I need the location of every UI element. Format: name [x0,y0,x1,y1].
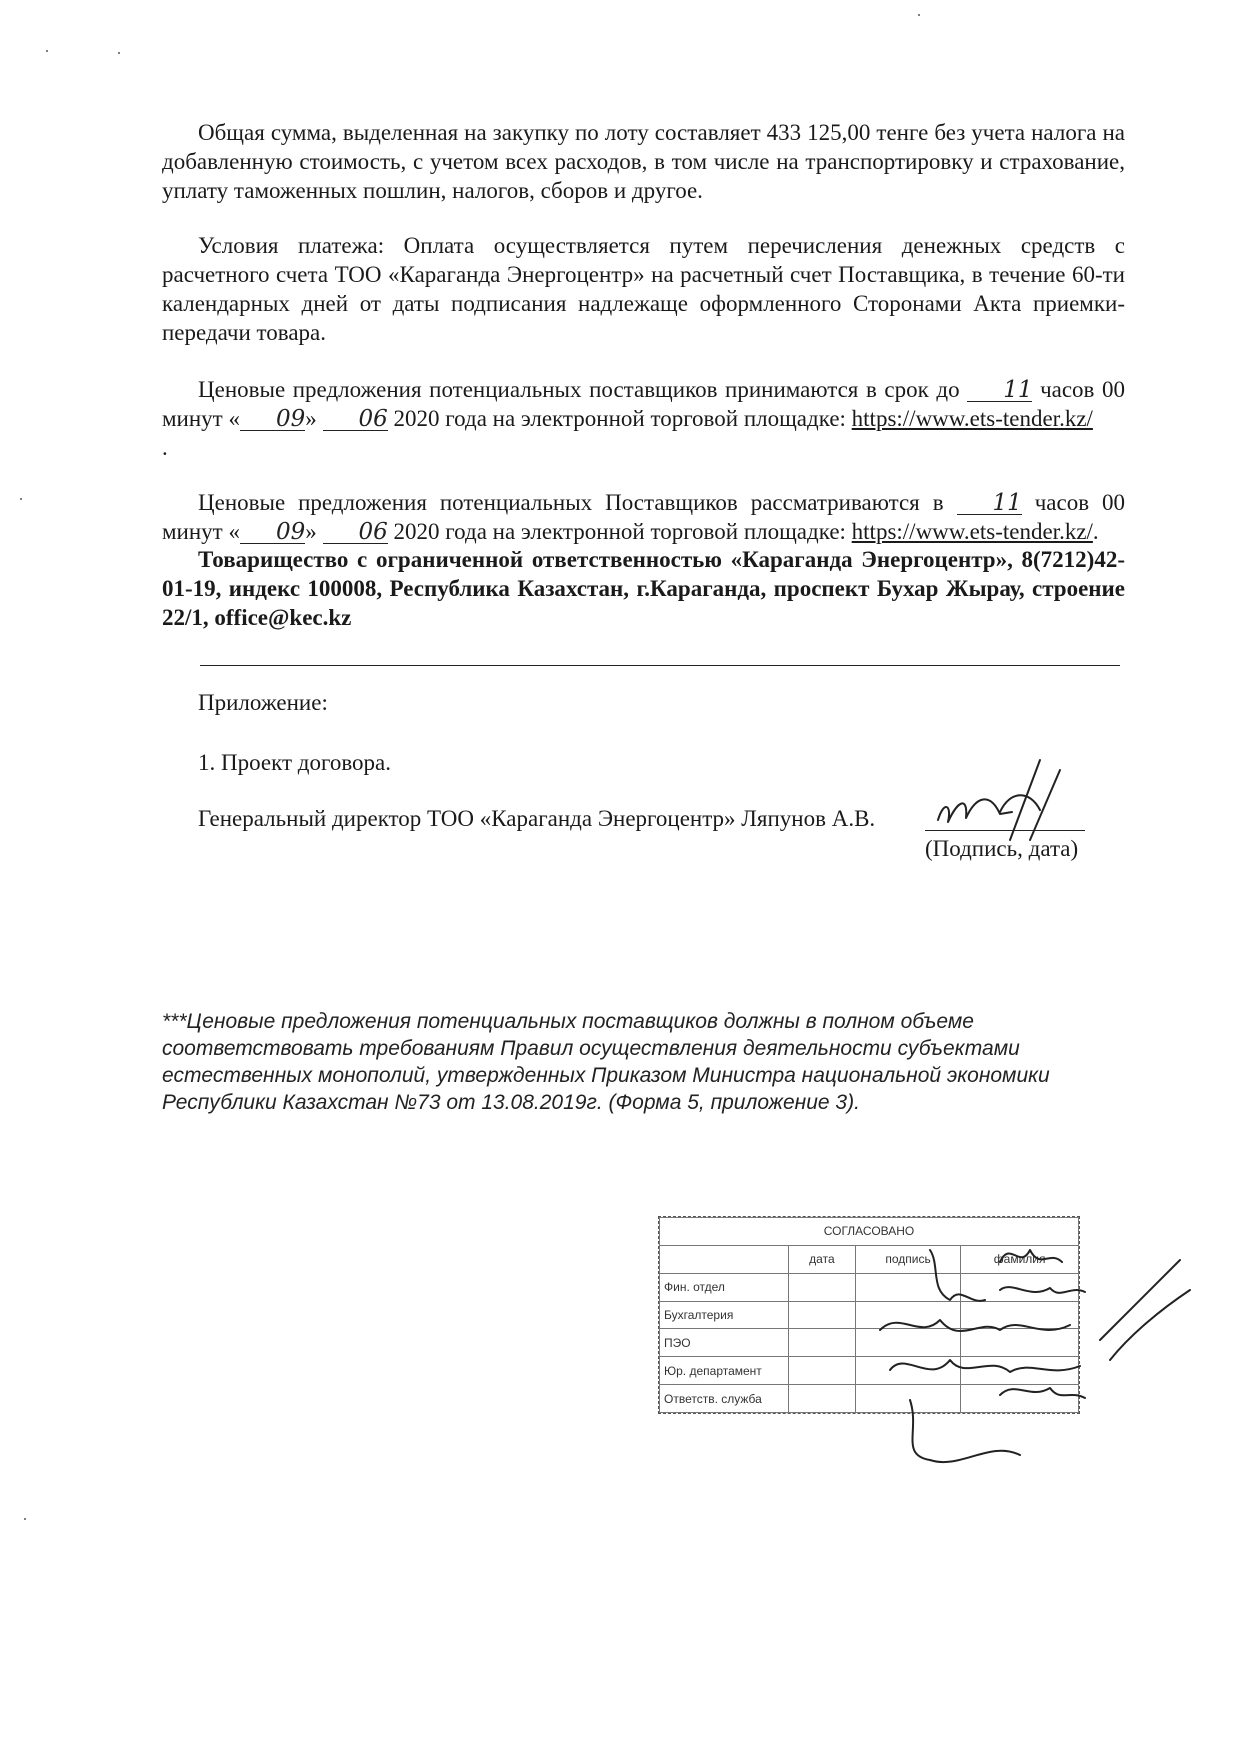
review-day-handwritten: 09 [240,521,305,544]
approval-cell [789,1357,856,1385]
review-text-3: » [305,519,317,544]
scan-speck [118,52,120,54]
scan-speck [918,14,920,16]
approval-cell [855,1301,960,1329]
approval-cell [789,1273,856,1301]
submission-text-3: » [305,406,317,431]
payment-terms-paragraph: Условия платежа: Оплата осуществляется путем перечисления денежных средств с расчетного счета ТОО «Караганда Энергоцентр» на расчетный счет Поставщика, в течение 60-ти календарных дней от даты подписания надлежаще оформленного Сторонами Акта приемки-передачи товара. [162,233,1125,345]
submission-deadline-paragraph [162,375,1125,462]
review-month-handwritten: 06 [323,521,388,544]
approval-row-label: Бухгалтерия [660,1301,789,1329]
approval-cell [855,1329,960,1357]
director-signature-mark [938,760,1060,840]
approval-table [659,1217,1079,1413]
review-text-2: часов 00 минут « [162,490,1125,544]
review-time-paragraph [162,488,1125,546]
approval-cell [961,1301,1079,1329]
approval-cell [961,1357,1079,1385]
approval-row-label: Ответств. служба [660,1385,789,1413]
total-sum-paragraph: Общая сумма, выделенная на закупку по лоту составляет 433 125,00 тенге без учета налога на добавленную стоимость, с учетом всех расходов, в том числе на транспортировку и страхование, уплату таможенных пошлин, налогов, сборов и другое. [162,120,1125,203]
approval-cell [855,1385,960,1413]
approval-row-label: Юр. департамент [660,1357,789,1385]
submission-month-handwritten: 06 [323,408,388,431]
signature-underline [925,830,1085,831]
submission-url-link[interactable]: https://www.ets-tender.kz/ [851,406,1093,431]
approval-col-date: дата [789,1245,856,1273]
approval-cell [789,1301,856,1329]
director-signature-line: Генеральный директор ТОО «Караганда Энергоцентр» Ляпунов А.В. [198,806,876,831]
approval-cell [855,1273,960,1301]
company-details-block: Товарищество с ограниченной ответственностью «Караганда Энергоцентр», 8(7212)42-01-19, индекс 100008, Республика Казахстан, г.Караганда, проспект Бухар Жырау, строение 22/1, office@kec.kz [162,547,1125,630]
review-trailing: . [1092,519,1099,544]
submission-day-handwritten: 09 [240,408,305,431]
approval-stamp [658,1216,1080,1414]
signature-caption: (Подпись, дата) [925,836,1079,861]
approval-cell [855,1357,960,1385]
approval-col-signature: подпись [855,1245,960,1273]
appendix-item: 1. Проект договора. [198,750,391,775]
separator-line [200,665,1120,666]
scan-speck [46,50,48,52]
scan-speck [20,498,22,500]
review-url-link[interactable]: https://www.ets-tender.kz/ [851,519,1093,544]
review-text-4: 2020 года на электронной торговой площадке: [393,519,846,544]
appendix-heading: Приложение: [198,690,328,715]
submission-text-2: часов 00 минут « [162,377,1125,431]
submission-hour-handwritten: 11 [967,379,1032,402]
approval-header-blank [660,1245,789,1273]
review-hour-handwritten: 11 [957,492,1022,515]
submission-text-1: Ценовые предложения потенциальных поставщиков принимаются в срок до [198,377,960,402]
approval-cell [961,1273,1079,1301]
approval-stamp-title: СОГЛАСОВАНО [660,1218,1079,1246]
approval-cell [789,1385,856,1413]
scan-speck [24,1518,26,1520]
approval-row-label: Фин. отдел [660,1273,789,1301]
approval-cell [789,1329,856,1357]
approval-col-surname: фамилия [961,1245,1079,1273]
approval-cell [961,1385,1079,1413]
approval-row-label: ПЭО [660,1329,789,1357]
stamp-signature-mark [1100,1260,1190,1360]
submission-trailing: . [162,435,168,460]
pricing-requirements-footnote: ***Ценовые предложения потенциальных поставщиков должны в полном объеме соответствовать требованиям Правил осуществления деятельности субъектами естественных монополий, утвержденных Приказом Министра национальной экономики Республики Казахстан №73 от 13.08.2019г. (Форма 5, приложение 3). [162,1010,1050,1114]
submission-text-4: 2020 года на электронной торговой площадке: [393,406,846,431]
approval-cell [961,1329,1079,1357]
review-text-1: Ценовые предложения потенциальных Поставщиков рассматриваются в [198,490,944,515]
